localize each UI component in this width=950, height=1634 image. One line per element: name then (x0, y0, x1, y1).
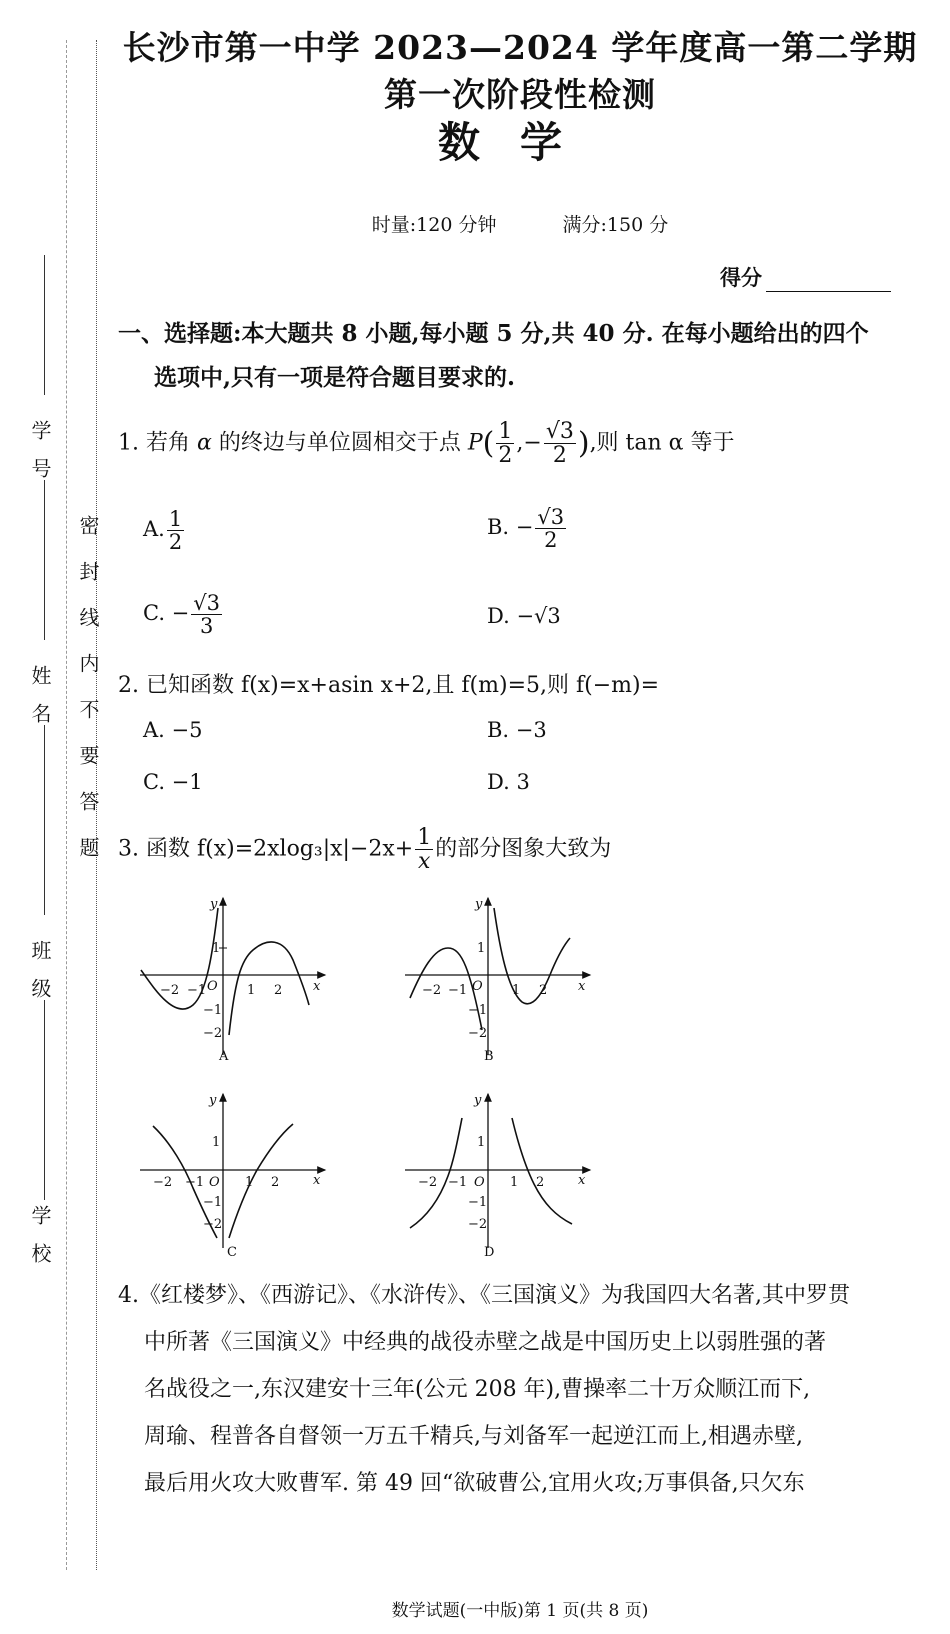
time-limit: 时量:120 分钟 (371, 214, 497, 236)
tick-x-1: 1 (245, 1175, 254, 1190)
graph-label-a: A (219, 1049, 229, 1064)
graph-label-c: C (227, 1245, 237, 1260)
tick-x-2: 2 (274, 983, 283, 998)
q4-line: 名战役之一,东汉建安十三年(公元 208 年),曹操率二十万众顺江而下, (144, 1377, 811, 1402)
origin-label: O (472, 979, 483, 994)
tick-x-2: 2 (539, 983, 548, 998)
tick-x-1: 1 (512, 983, 521, 998)
tick-x-neg2: −2 (422, 983, 442, 998)
origin-label: O (474, 1175, 485, 1190)
tick-y-neg2: −2 (203, 1026, 223, 1041)
q2-option-b[interactable]: B. −3 (487, 718, 547, 742)
q2-option-c[interactable]: C. −1 (143, 770, 203, 794)
tick-y-neg1: −1 (468, 1003, 488, 1018)
q1-option-d[interactable]: D. −√3 (487, 604, 561, 628)
q4-line: 中所著《三国演义》中经典的战役赤壁之战是中国历史上以弱胜强的著 (144, 1330, 827, 1355)
q1-option-b[interactable]: B. − $\frac{√3}{2}$ (487, 505, 565, 553)
origin-label: O (209, 1175, 220, 1190)
tick-x-neg1: −1 (187, 983, 207, 998)
x-axis-label: x (578, 979, 586, 994)
graph-label-b: B (484, 1049, 494, 1064)
graph-b[interactable] (400, 890, 600, 1070)
y-axis-label: y (209, 1093, 217, 1108)
graph-a[interactable] (135, 890, 335, 1070)
q1-option-c[interactable]: C. − $\frac{√3}{3}$ (143, 591, 221, 639)
x-axis-label: x (578, 1173, 586, 1188)
score-label: 得分 (720, 265, 762, 290)
x-axis-label: x (313, 979, 321, 994)
class-line (44, 725, 45, 915)
tick-y-neg2: −2 (203, 1217, 223, 1232)
student-id-line (44, 255, 45, 395)
tick-y-neg1: −1 (203, 1003, 223, 1018)
exam-title: 长沙市第一中学 2023—2024 学年度高一第二学期第一次阶段性检测 (122, 28, 918, 114)
curve-d-right (512, 1118, 572, 1224)
full-score: 满分:150 分 (562, 214, 669, 236)
graph-d[interactable] (400, 1088, 600, 1263)
curve-d-left (410, 1118, 462, 1228)
q4-line: 最后用火攻大败曹军. 第 49 回“欲破曹公,宜用火攻;万事俱备,只欠东 (144, 1471, 805, 1496)
page-footer: 数学试题(一中版)第 1 页(共 8 页) (391, 1601, 649, 1621)
q2-option-d[interactable]: D. 3 (487, 770, 530, 794)
name-line (44, 480, 45, 640)
tick-x-2: 2 (271, 1175, 280, 1190)
school-label: 学校 (28, 1205, 52, 1281)
name-label: 姓名 (28, 665, 52, 741)
curve-b-right (494, 908, 570, 1004)
y-axis-label: y (475, 897, 483, 912)
tick-x-neg1: −1 (448, 983, 468, 998)
tick-x-neg1: −1 (448, 1175, 468, 1190)
section-heading-line2: 选项中,只有一项是符合题目要求的. (154, 364, 516, 391)
q1-option-a[interactable]: A. $\frac{1}{2}$ (143, 507, 183, 555)
score-blank[interactable] (766, 269, 891, 292)
student-id-label: 学号 (28, 420, 52, 496)
tick-y-neg1: −1 (468, 1195, 488, 1210)
question-1-stem: 1. 若角 α 的终边与单位圆相交于点 P( $\frac{1}{2}$ ,− $\frac{√3}{2}$ ),则 tan α 等于 (118, 419, 735, 469)
q4-line: 周瑜、程普各自督领一万五千精兵,与刘备军一起逆江而上,相遇赤壁, (144, 1424, 803, 1449)
tick-x-1: 1 (247, 983, 256, 998)
question-3-stem: 3. 函数 f(x)=2xlog₃|x|−2x+ $\frac{1}{x}$ 的部分图象大致为 (118, 825, 612, 875)
score-field (720, 262, 891, 292)
y-axis-label: y (474, 1093, 482, 1108)
tick-y-1: 1 (477, 1135, 486, 1150)
section-heading-line1: 一、选择题:本大题共 8 小题,每小题 5 分,共 40 分. 在每小题给出的四个 (118, 320, 869, 347)
tick-y-1: 1 (477, 941, 486, 956)
tick-x-neg2: −2 (153, 1175, 173, 1190)
tick-x-neg1: −1 (185, 1175, 205, 1190)
class-label: 班级 (28, 940, 52, 1016)
subject-title: 数学 (437, 118, 602, 167)
curve-a-right (229, 942, 309, 1035)
q2-option-a[interactable]: A. −5 (143, 718, 203, 742)
y-axis-label: y (210, 897, 218, 912)
tick-y-neg1: −1 (203, 1195, 223, 1210)
tick-x-2: 2 (536, 1175, 545, 1190)
exam-meta (120, 210, 920, 237)
tick-y-1: 1 (212, 941, 221, 956)
seal-warning: 密封线内不要答题 (76, 515, 100, 883)
tick-x-neg2: −2 (418, 1175, 438, 1190)
graph-c[interactable] (135, 1088, 335, 1263)
q4-line: 4.《红楼梦》、《西游记》、《水浒传》、《三国演义》为我国四大名著,其中罗贯 (118, 1283, 850, 1308)
tick-y-1: 1 (212, 1135, 221, 1150)
graph-label-d: D (484, 1245, 495, 1260)
curve-c-right (229, 1124, 293, 1238)
origin-label: O (207, 979, 218, 994)
school-line (44, 1000, 45, 1200)
section-heading (118, 312, 908, 400)
tick-x-1: 1 (510, 1175, 519, 1190)
x-axis-label: x (313, 1173, 321, 1188)
question-4-stem (118, 1272, 908, 1507)
tick-y-neg2: −2 (468, 1026, 488, 1041)
question-2-stem: 2. 已知函数 f(x)=x+asin x+2,且 f(m)=5,则 f(−m)= (118, 673, 660, 698)
binding-fold-line (66, 40, 67, 1570)
tick-y-neg2: −2 (468, 1217, 488, 1232)
tick-x-neg2: −2 (160, 983, 180, 998)
